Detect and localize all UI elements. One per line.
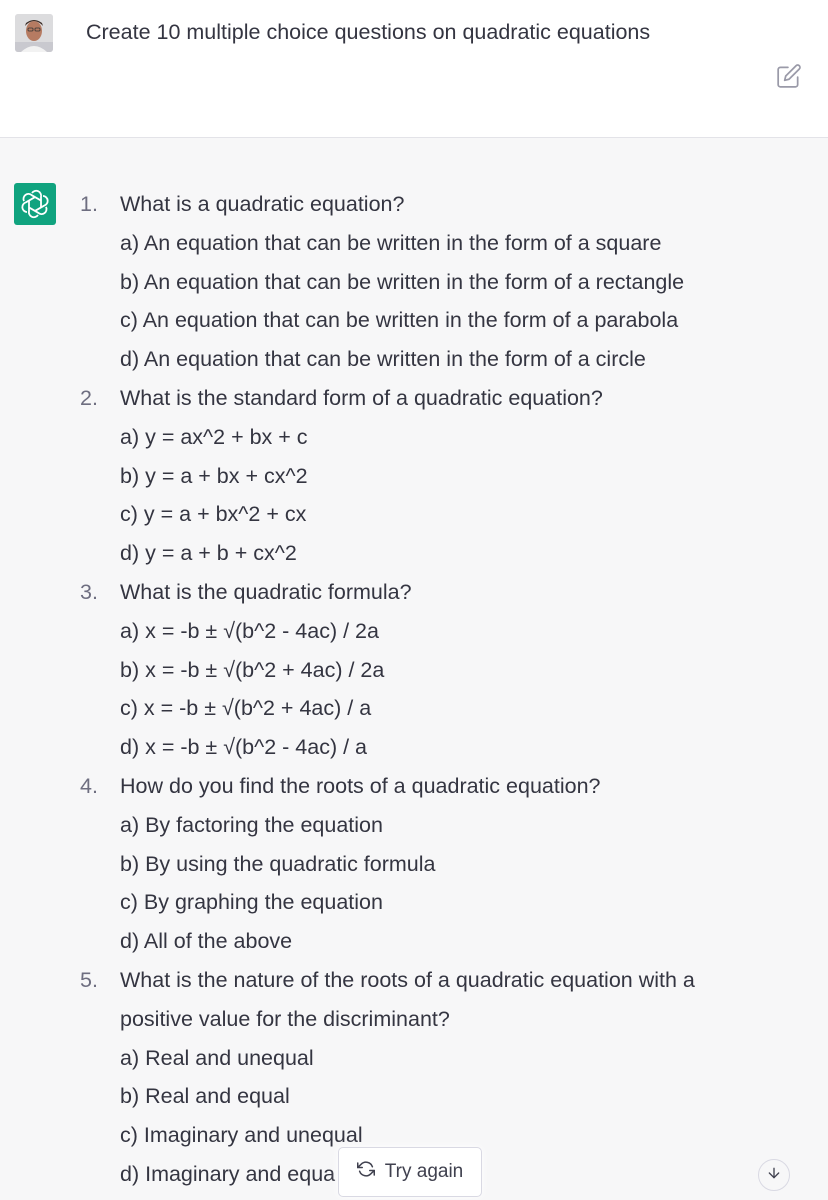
question-item: [80, 573, 760, 767]
option-d: d) All of the above: [120, 929, 293, 954]
try-again-label: Try again: [384, 1161, 464, 1182]
openai-logo-icon: [14, 183, 56, 225]
refresh-icon: [357, 1160, 385, 1184]
option-c: c) x = -b ± √(b^2 + 4ac) / a: [120, 696, 372, 721]
scroll-to-bottom-button[interactable]: [758, 1159, 790, 1191]
question-text: How do you find the roots of a quadratic equation?: [120, 773, 601, 798]
option-a: a) Real and unequal: [120, 1045, 314, 1070]
option-b: b) x = -b ± √(b^2 + 4ac) / 2a: [120, 657, 385, 682]
question-number: 5.: [80, 967, 98, 992]
question-item: [80, 185, 760, 379]
option-d: d) Imaginary and equa: [120, 1161, 336, 1186]
option-c: c) An equation that can be written in the form of a parabola: [120, 308, 679, 333]
question-number: 3.: [80, 579, 98, 604]
question-text: What is the quadratic formula?: [120, 579, 412, 604]
question-text: What is the nature of the roots of a quadratic equation with a positive value for the discriminant?: [120, 967, 695, 1031]
question-list: [80, 185, 760, 1194]
question-text: What is a quadratic equation?: [120, 192, 405, 216]
question-number: 2.: [80, 385, 98, 410]
option-b: b) By using the quadratic formula: [120, 851, 436, 876]
assistant-message-block: [0, 138, 828, 1200]
question-item: [80, 379, 760, 573]
option-d: d) An equation that can be written in the form of a circle: [120, 347, 646, 372]
user-avatar: [15, 14, 53, 52]
option-a: a) By factoring the equation: [120, 812, 383, 837]
option-d: d) y = a + b + cx^2: [120, 541, 297, 566]
option-b: b) An equation that can be written in the form of a rectangle: [120, 269, 685, 294]
option-b: b) Real and equal: [120, 1084, 290, 1109]
option-d: d) x = -b ± √(b^2 - 4ac) / a: [120, 735, 367, 760]
option-c: c) y = a + bx^2 + cx: [120, 502, 307, 527]
option-c: c) Imaginary and unequal: [120, 1123, 363, 1148]
try-again-button[interactable]: [338, 1147, 482, 1197]
question-number: 1.: [80, 192, 98, 216]
option-c: c) By graphing the equation: [120, 890, 383, 915]
question-text: What is the standard form of a quadratic equation?: [120, 385, 603, 410]
option-a: a) y = ax^2 + bx + c: [120, 424, 308, 449]
question-item: [80, 767, 760, 961]
arrow-down-icon: [766, 1165, 782, 1186]
question-number: 4.: [80, 773, 98, 798]
user-message-text: Create 10 multiple choice questions on quadratic equations: [86, 20, 651, 44]
user-message-block: [0, 0, 828, 138]
option-b: b) y = a + bx + cx^2: [120, 463, 308, 488]
option-a: a) x = -b ± √(b^2 - 4ac) / 2a: [120, 618, 379, 643]
option-a: a) An equation that can be written in the form of a square: [120, 230, 662, 255]
edit-icon[interactable]: [776, 63, 802, 89]
